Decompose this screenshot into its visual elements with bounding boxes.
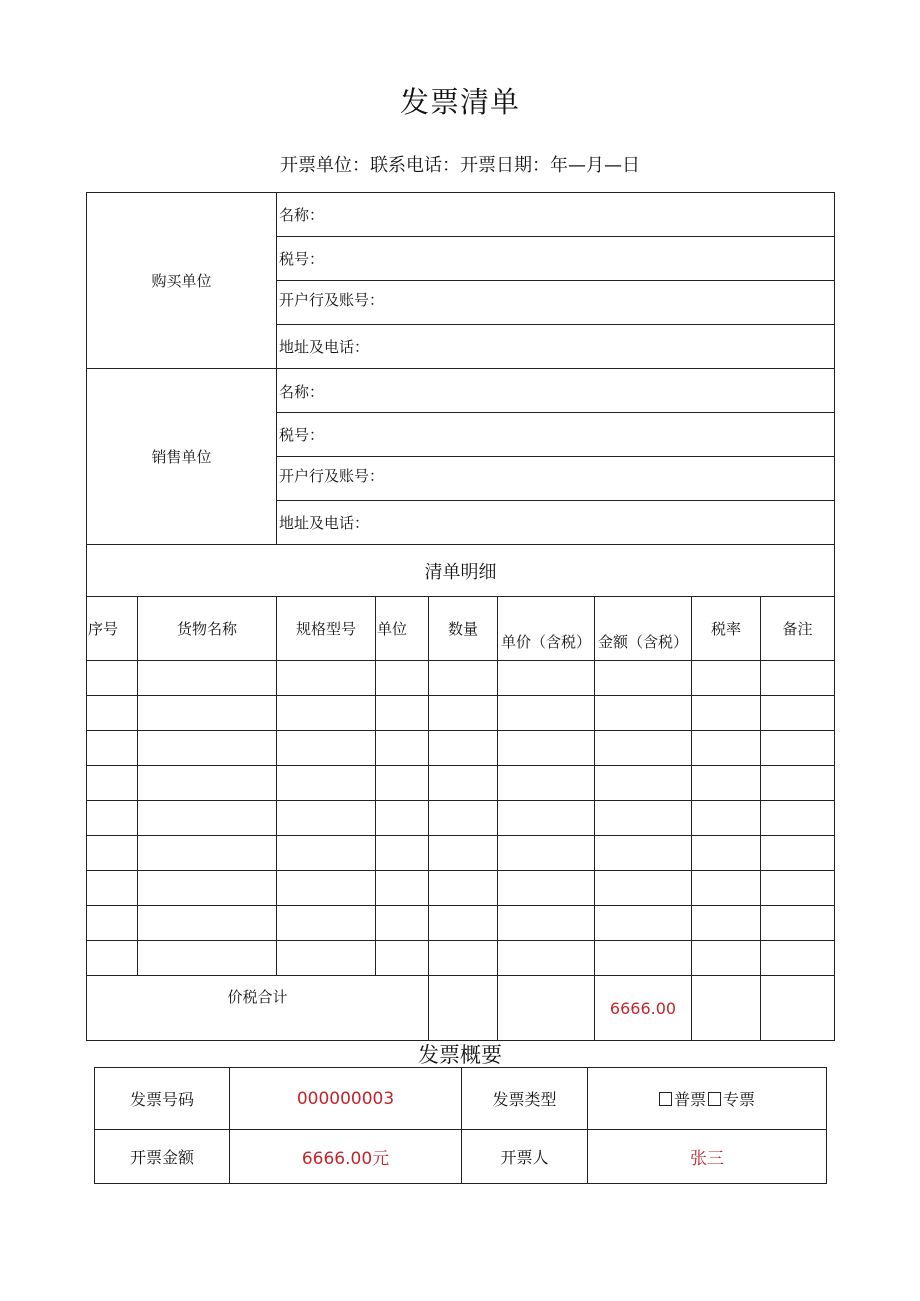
- item-cell-amount[interactable]: [595, 696, 692, 731]
- table-row: [87, 941, 835, 976]
- buyer-row: [87, 193, 835, 237]
- item-cell-amount[interactable]: [595, 801, 692, 836]
- col-header-tax-rate: 税率: [692, 597, 761, 661]
- item-cell-quantity[interactable]: [429, 941, 498, 976]
- item-cell-unit-price[interactable]: [498, 906, 595, 941]
- seller-bank-account-field[interactable]: 开户行及账号：: [277, 457, 835, 501]
- table-row: [87, 871, 835, 906]
- buyer-name-field[interactable]: 名称：: [277, 193, 835, 237]
- invoice-amount-label: 开票金额: [95, 1130, 230, 1184]
- item-cell-index[interactable]: [87, 941, 138, 976]
- normal-invoice-label: 普票: [673, 1090, 706, 1109]
- total-tax-rate-cell[interactable]: [692, 976, 761, 1041]
- item-cell-unit[interactable]: [376, 871, 429, 906]
- item-cell-quantity[interactable]: [429, 661, 498, 696]
- column-header-row: [87, 597, 835, 661]
- item-cell-spec-model[interactable]: [277, 661, 376, 696]
- item-cell-goods-name[interactable]: [138, 731, 277, 766]
- page-title: 发票清单: [399, 85, 520, 119]
- item-cell-tax-rate[interactable]: [692, 661, 761, 696]
- special-invoice-checkbox[interactable]: [708, 1092, 721, 1106]
- item-cell-unit[interactable]: [376, 661, 429, 696]
- item-cell-unit-price[interactable]: [498, 731, 595, 766]
- item-cell-quantity[interactable]: [429, 836, 498, 871]
- table-row: [87, 906, 835, 941]
- seller-address-phone-field[interactable]: 地址及电话：: [277, 501, 835, 545]
- item-cell-unit[interactable]: [376, 766, 429, 801]
- item-cell-unit-price[interactable]: [498, 836, 595, 871]
- detail-heading-row: [87, 545, 835, 597]
- item-cell-amount[interactable]: [595, 766, 692, 801]
- item-cell-remarks[interactable]: [761, 871, 835, 906]
- item-cell-remarks[interactable]: [761, 801, 835, 836]
- item-cell-tax-rate[interactable]: [692, 906, 761, 941]
- col-header-index: 序号: [87, 597, 138, 661]
- item-cell-unit-price[interactable]: [498, 696, 595, 731]
- item-cell-goods-name[interactable]: [138, 766, 277, 801]
- item-cell-index[interactable]: [87, 661, 138, 696]
- item-cell-index[interactable]: [87, 801, 138, 836]
- item-cell-tax-rate[interactable]: [692, 696, 761, 731]
- item-cell-quantity[interactable]: [429, 906, 498, 941]
- item-cell-unit[interactable]: [376, 696, 429, 731]
- item-cell-unit-price[interactable]: [498, 871, 595, 906]
- invoice-list-table: [86, 192, 835, 1041]
- item-cell-index[interactable]: [87, 766, 138, 801]
- item-cell-index[interactable]: [87, 731, 138, 766]
- item-cell-tax-rate[interactable]: [692, 871, 761, 906]
- item-cell-remarks[interactable]: [761, 766, 835, 801]
- total-unit-price-cell[interactable]: [498, 976, 595, 1041]
- item-cell-goods-name[interactable]: [138, 696, 277, 731]
- col-header-remarks: 备注: [761, 597, 835, 661]
- item-cell-amount[interactable]: [595, 731, 692, 766]
- item-cell-unit-price[interactable]: [498, 661, 595, 696]
- invoice-type-label: 发票类型: [462, 1068, 588, 1130]
- total-label: 价税合计: [87, 976, 429, 1041]
- item-cell-remarks[interactable]: [761, 906, 835, 941]
- total-amount: 6666.00: [595, 976, 692, 1041]
- seller-tax-id-field[interactable]: 税号：: [277, 413, 835, 457]
- item-cell-remarks[interactable]: [761, 941, 835, 976]
- item-cell-spec-model[interactable]: [277, 801, 376, 836]
- item-cell-unit[interactable]: [376, 801, 429, 836]
- table-row: [87, 661, 835, 696]
- item-cell-index[interactable]: [87, 696, 138, 731]
- item-cell-remarks[interactable]: [761, 731, 835, 766]
- invoice-number-label: 发票号码: [95, 1068, 230, 1130]
- col-header-quantity: 数量: [429, 597, 498, 661]
- item-cell-amount[interactable]: [595, 661, 692, 696]
- item-cell-unit[interactable]: [376, 836, 429, 871]
- table-row: [87, 766, 835, 801]
- item-cell-amount[interactable]: [595, 906, 692, 941]
- item-cell-remarks[interactable]: [761, 696, 835, 731]
- item-cell-goods-name[interactable]: [138, 661, 277, 696]
- total-quantity-cell[interactable]: [429, 976, 498, 1041]
- item-cell-remarks[interactable]: [761, 836, 835, 871]
- buyer-bank-account-field[interactable]: 开户行及账号：: [277, 281, 835, 325]
- issuer-line: 开票单位：联系电话：开票日期：年—月—日: [280, 155, 640, 176]
- col-header-amount: 金额（含税）: [595, 597, 692, 661]
- item-cell-tax-rate[interactable]: [692, 766, 761, 801]
- item-cell-goods-name[interactable]: [138, 941, 277, 976]
- col-header-spec-model: 规格型号: [277, 597, 376, 661]
- invoice-type-options: [588, 1068, 827, 1130]
- table-row: [87, 696, 835, 731]
- table-row: [87, 731, 835, 766]
- item-cell-quantity[interactable]: [429, 871, 498, 906]
- item-cell-remarks[interactable]: [761, 661, 835, 696]
- item-rows: [87, 661, 835, 976]
- item-cell-tax-rate[interactable]: [692, 836, 761, 871]
- table-row: [87, 836, 835, 871]
- seller-label: 销售单位: [87, 369, 277, 545]
- table-row: [87, 801, 835, 836]
- item-cell-spec-model[interactable]: [277, 696, 376, 731]
- item-cell-unit-price[interactable]: [498, 941, 595, 976]
- item-cell-unit-price[interactable]: [498, 801, 595, 836]
- item-cell-index[interactable]: [87, 906, 138, 941]
- item-cell-goods-name[interactable]: [138, 836, 277, 871]
- item-cell-goods-name[interactable]: [138, 906, 277, 941]
- item-cell-quantity[interactable]: [429, 731, 498, 766]
- seller-name-field[interactable]: 名称：: [277, 369, 835, 413]
- item-cell-spec-model[interactable]: [277, 906, 376, 941]
- summary-row: [95, 1068, 827, 1130]
- col-header-unit: 单位: [376, 597, 429, 661]
- buyer-label: 购买单位: [87, 193, 277, 369]
- detail-heading: 清单明细: [87, 545, 835, 597]
- special-invoice-label: 专票: [723, 1090, 756, 1109]
- item-cell-goods-name[interactable]: [138, 801, 277, 836]
- item-cell-quantity[interactable]: [429, 801, 498, 836]
- seller-row: [87, 369, 835, 413]
- invoice-summary-table: [94, 1067, 827, 1184]
- col-header-unit-price: 单价（含税）: [498, 597, 595, 661]
- item-cell-spec-model[interactable]: [277, 941, 376, 976]
- item-cell-index[interactable]: [87, 836, 138, 871]
- item-cell-unit[interactable]: [376, 906, 429, 941]
- summary-row: [95, 1130, 827, 1184]
- item-cell-amount[interactable]: [595, 941, 692, 976]
- item-cell-spec-model[interactable]: [277, 731, 376, 766]
- item-cell-unit[interactable]: [376, 941, 429, 976]
- item-cell-amount[interactable]: [595, 871, 692, 906]
- issuer-label: 开票人: [462, 1130, 588, 1184]
- item-cell-spec-model[interactable]: [277, 836, 376, 871]
- normal-invoice-checkbox[interactable]: [659, 1092, 672, 1106]
- item-cell-quantity[interactable]: [429, 696, 498, 731]
- item-cell-index[interactable]: [87, 871, 138, 906]
- total-row: [87, 976, 835, 1041]
- item-cell-spec-model[interactable]: [277, 766, 376, 801]
- buyer-tax-id-field[interactable]: 税号：: [277, 237, 835, 281]
- item-cell-tax-rate[interactable]: [692, 801, 761, 836]
- item-cell-quantity[interactable]: [429, 766, 498, 801]
- item-cell-tax-rate[interactable]: [692, 941, 761, 976]
- issuer-value: 张三: [588, 1130, 827, 1184]
- col-header-goods-name: 货物名称: [138, 597, 277, 661]
- item-cell-tax-rate[interactable]: [692, 731, 761, 766]
- item-cell-unit[interactable]: [376, 731, 429, 766]
- item-cell-amount[interactable]: [595, 836, 692, 871]
- item-cell-goods-name[interactable]: [138, 871, 277, 906]
- invoice-amount-value: 6666.00元: [230, 1130, 462, 1184]
- item-cell-unit-price[interactable]: [498, 766, 595, 801]
- buyer-address-phone-field[interactable]: 地址及电话：: [277, 325, 835, 369]
- summary-title: 发票概要: [418, 1043, 502, 1067]
- item-cell-spec-model[interactable]: [277, 871, 376, 906]
- total-remarks-cell[interactable]: [761, 976, 835, 1041]
- invoice-number-value: 000000003: [230, 1068, 462, 1130]
